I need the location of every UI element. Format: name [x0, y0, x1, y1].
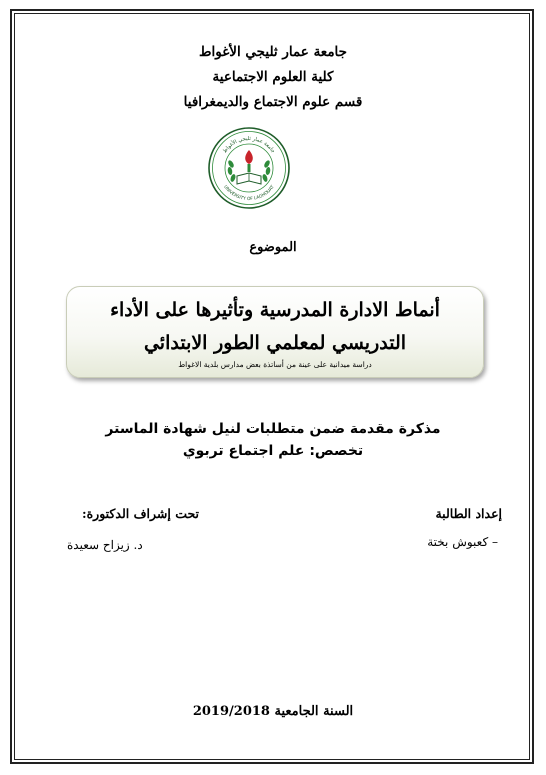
- university-name: جامعة عمار ثليجي الأغواط: [198, 44, 348, 60]
- department-name: قسم علوم الاجتماع والديمغرافيا: [183, 94, 363, 110]
- university-seal-logo: [207, 126, 291, 210]
- academic-year: السنة الجامعية 2019/2018: [192, 704, 354, 719]
- thesis-title-box: [66, 286, 484, 378]
- supervisor-name: د. زيزاح سعيدة: [67, 538, 143, 552]
- thesis-title-line-1: أنماط الادارة المدرسية وتأثيرها على الأداء: [110, 299, 440, 321]
- faculty-name: كلية العلوم الاجتماعية: [212, 69, 334, 85]
- institution-header: [0, 40, 546, 115]
- student-name: – كعبوش بختة: [427, 535, 498, 549]
- specialty: تخصص: علم اجتماع تربوي: [182, 443, 364, 459]
- seal-latin-text: UNIVERSITY OF LAGHOUAT: [222, 184, 276, 203]
- thesis-title-line-2: التدريسي لمعلمي الطور الابتدائي: [143, 332, 407, 354]
- student-label: إعداد الطالبة: [435, 506, 502, 521]
- supervisor-label: تحت إشراف الدكتورة:: [82, 506, 200, 521]
- topic-label: الموضوع: [249, 240, 297, 255]
- seal-arabic-text: جامعة عمار ثليجي الأغواط: [221, 135, 277, 155]
- memo-statement: مذكرة مقدمة ضمن متطلبات لنيل شهادة الماستر: [105, 421, 441, 437]
- thesis-subtitle-note: دراسة ميدانية على عينة من أساتذة بعض مدارس بلدية الاغواط: [178, 360, 372, 369]
